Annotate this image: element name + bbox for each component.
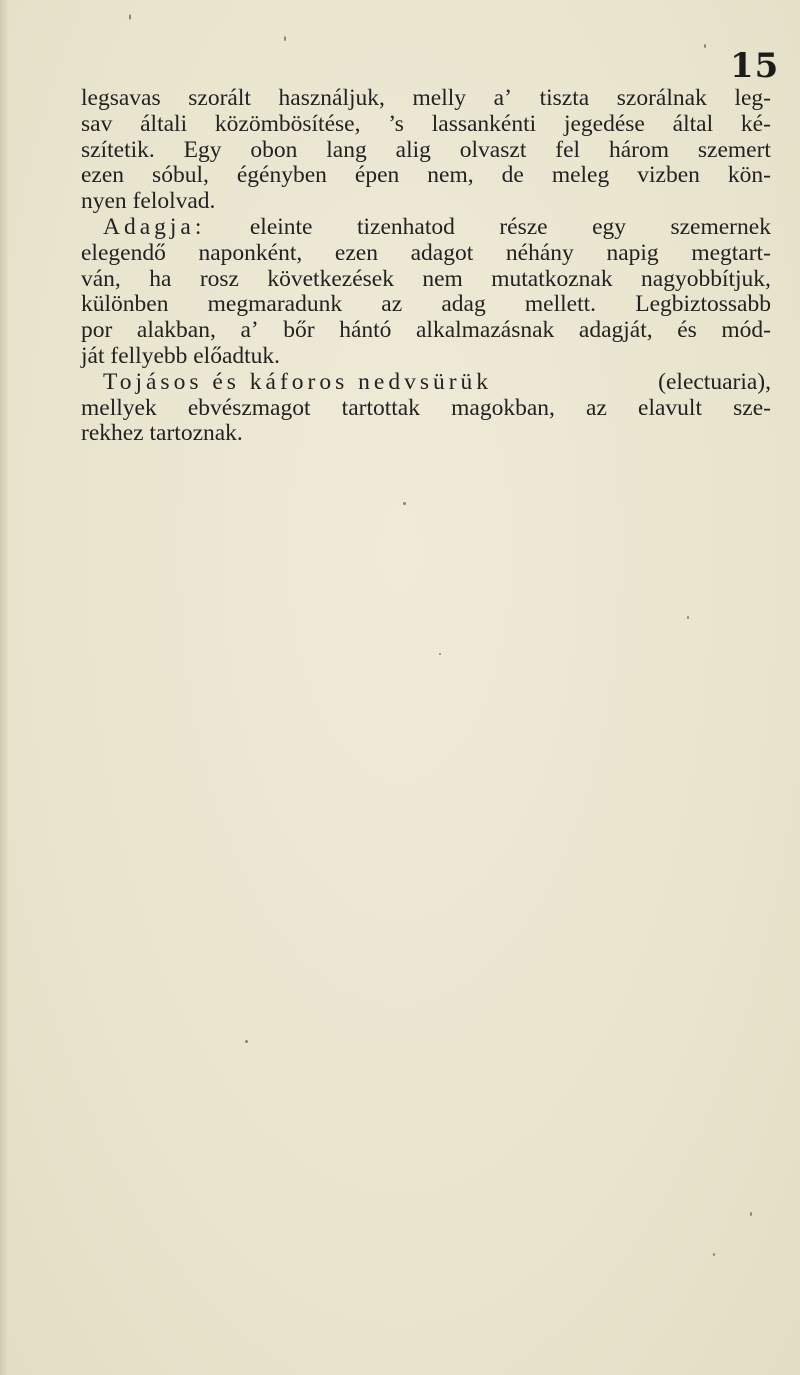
section-lead-adagja: Adagja: xyxy=(103,213,206,240)
text-line: Adagja: eleinte tizenhatod része egy szemernek xyxy=(103,213,771,240)
paper-speck xyxy=(713,1253,715,1256)
text-line: nyen felolvad. xyxy=(81,188,216,215)
text-line: ván, ha rosz következések nem mutatkoznak nagyobbítjuk, xyxy=(81,265,771,292)
text-line: mellyek ebvészmagot tartottak magokban, az elavult sze- xyxy=(81,394,771,421)
text-line: legsavas szorált használjuk, melly a’ tiszta szorálnak leg- xyxy=(81,85,771,111)
text-line: por alakban, a’ bőr hántó alkalmazásnak adagját, és mód- xyxy=(81,317,771,344)
section-lead-tojasos: Tojásos és káforos nedvsürük xyxy=(103,368,493,395)
paper-speck xyxy=(245,1040,248,1043)
paper-speck xyxy=(129,14,131,20)
text-line: különben megmaradunk az adag mellett. Legbiztossabb xyxy=(81,291,771,318)
text-line: rekhez tartoznak. xyxy=(81,420,243,447)
paper-speck xyxy=(284,36,286,41)
paper-speck xyxy=(704,44,706,48)
text-block xyxy=(81,86,771,447)
paper-speck xyxy=(750,1212,752,1216)
text-line: sav általi közömbösítése, ’s lassankénti jegedése által ké- xyxy=(81,110,771,137)
text-line: elegendő naponként, ezen adagot néhány napig megtart- xyxy=(81,239,771,266)
paper-speck xyxy=(403,502,406,505)
text-line: Tojásos és káforos nedvsürük (electuaria), xyxy=(103,368,771,395)
page-number: 15 xyxy=(730,46,780,86)
paper-speck xyxy=(687,616,689,619)
text-line: ját fellyebb előadtuk. xyxy=(81,342,281,369)
paper-speck xyxy=(439,653,441,655)
text-line: ezen sóbul, égényben épen nem, de meleg vizben kön- xyxy=(81,162,771,189)
page-binding-edge xyxy=(0,0,8,1375)
text-line: szítetik. Egy obon lang alig olvaszt fel három szemert xyxy=(81,136,771,163)
